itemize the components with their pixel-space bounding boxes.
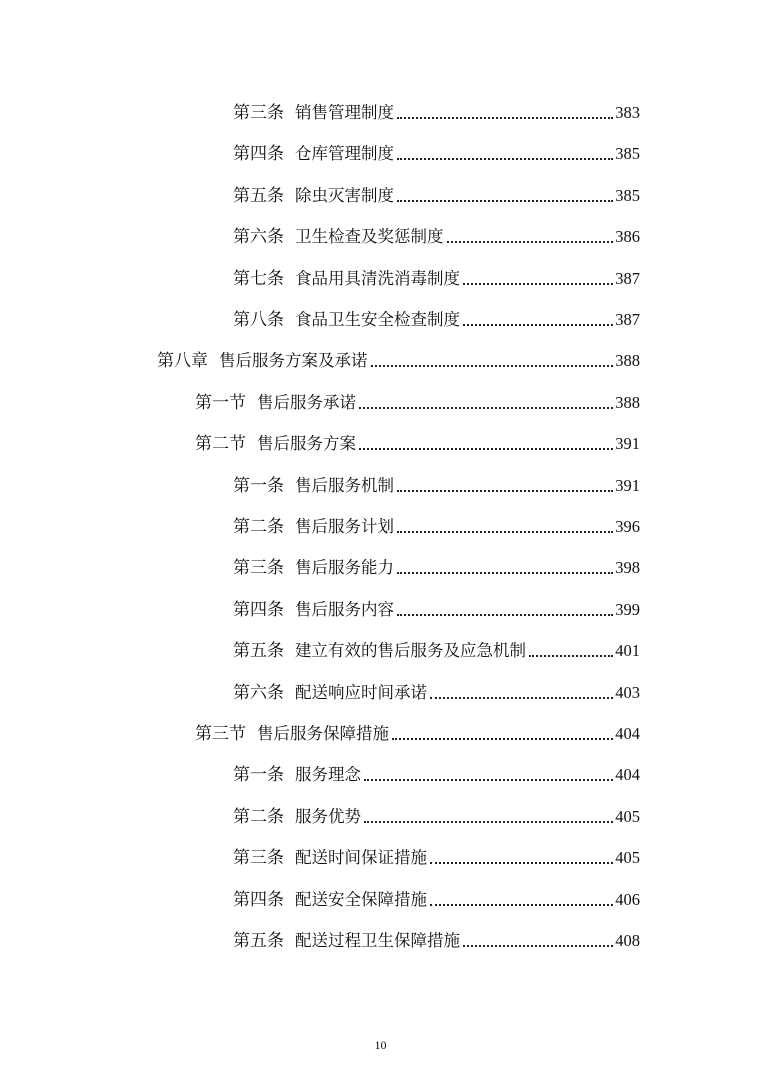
toc-entry-section[interactable] xyxy=(195,711,640,745)
toc-entry-number: 第三节 xyxy=(195,724,246,744)
toc-entry-section[interactable] xyxy=(195,380,640,414)
toc-entry[interactable] xyxy=(233,131,640,165)
toc-entry[interactable] xyxy=(233,670,640,704)
toc-entry-page: 408 xyxy=(615,931,640,950)
toc-entry-page: 404 xyxy=(615,765,640,785)
toc-entry-title: 服务优势 xyxy=(295,806,361,826)
dot-leader xyxy=(397,199,613,202)
dot-leader xyxy=(397,157,613,160)
toc-entry-title: 除虫灭害制度 xyxy=(295,185,394,205)
toc-entry[interactable] xyxy=(233,628,640,662)
dot-leader xyxy=(392,737,613,740)
toc-entry-number: 第四条 xyxy=(233,144,284,165)
toc-entry-title: 卫生检查及奖惩制度 xyxy=(295,227,444,247)
toc-entry-number: 第二条 xyxy=(233,517,284,537)
toc-entry-title: 售后服务方案及承诺 xyxy=(219,351,368,371)
toc-entry-title: 售后服务能力 xyxy=(295,558,394,578)
toc-entry[interactable] xyxy=(233,918,640,952)
toc-entry-page: 396 xyxy=(615,517,640,536)
toc-entry-chapter[interactable] xyxy=(157,338,640,372)
toc-entry[interactable] xyxy=(233,90,640,124)
toc-entry-page: 399 xyxy=(615,599,640,619)
toc-entry-number: 第一条 xyxy=(233,765,284,786)
toc-entry[interactable] xyxy=(233,214,640,248)
toc-entry-page: 388 xyxy=(615,351,640,371)
toc-entry[interactable] xyxy=(233,463,640,497)
toc-entry-page: 406 xyxy=(615,889,640,909)
toc-entry[interactable] xyxy=(233,173,640,207)
toc-entry-page: 405 xyxy=(615,806,640,826)
dot-leader xyxy=(397,613,613,616)
toc-entry-page: 405 xyxy=(615,848,640,868)
toc-entry[interactable] xyxy=(233,794,640,828)
toc-entry-title: 服务理念 xyxy=(295,765,361,785)
toc-entry-number: 第三条 xyxy=(233,848,284,869)
toc-entry-page: 385 xyxy=(615,185,640,205)
dot-leader xyxy=(397,489,613,492)
dot-leader xyxy=(430,903,613,906)
toc-entry[interactable] xyxy=(233,504,640,538)
toc-entry-page: 387 xyxy=(615,268,640,288)
toc-entry-number: 第六条 xyxy=(233,227,284,248)
dot-leader xyxy=(529,654,613,657)
toc-entry-number: 第四条 xyxy=(233,889,284,910)
toc-entry-title: 售后服务内容 xyxy=(295,599,394,619)
toc-entry-number: 第八条 xyxy=(233,310,284,330)
dot-leader xyxy=(364,820,613,823)
toc-entry-number: 第六条 xyxy=(233,682,284,703)
toc-entry[interactable] xyxy=(233,752,640,786)
toc-entry[interactable] xyxy=(233,587,640,621)
toc-entry[interactable] xyxy=(233,256,640,290)
toc-entry-title: 配送过程卫生保障措施 xyxy=(295,931,460,950)
toc-entry-title: 配送时间保证措施 xyxy=(295,848,427,868)
toc-entry-number: 第一节 xyxy=(195,392,246,413)
toc-entry-number: 第二条 xyxy=(233,806,284,827)
dot-leader xyxy=(463,323,613,326)
toc-entry-number: 第一条 xyxy=(233,475,284,496)
toc-entry-number: 第三条 xyxy=(233,558,284,579)
dot-leader xyxy=(397,571,613,574)
toc-entry-title: 销售管理制度 xyxy=(295,103,394,122)
toc-entry-page: 404 xyxy=(615,724,640,743)
toc-entry-page: 387 xyxy=(615,310,640,329)
toc-entry-page: 388 xyxy=(615,392,640,412)
toc-entry-page: 398 xyxy=(615,558,640,578)
dot-leader xyxy=(447,240,614,243)
toc-entry-page: 391 xyxy=(615,434,640,454)
toc-entry-title: 食品卫生安全检查制度 xyxy=(295,310,460,329)
toc-entry[interactable] xyxy=(233,835,640,869)
toc-entry-title: 售后服务机制 xyxy=(295,475,394,495)
toc-entry-title: 建立有效的售后服务及应急机制 xyxy=(295,641,526,661)
dot-leader xyxy=(397,530,613,533)
toc-entry[interactable] xyxy=(233,545,640,579)
toc-entry-number: 第四条 xyxy=(233,599,284,620)
toc-entry-page: 385 xyxy=(615,144,640,164)
dot-leader xyxy=(430,696,613,699)
toc-entry-title: 售后服务方案 xyxy=(257,434,356,454)
toc-entry-page: 401 xyxy=(615,641,640,661)
toc-entry-title: 售后服务保障措施 xyxy=(257,724,389,743)
dot-leader xyxy=(359,406,613,409)
dot-leader xyxy=(463,282,613,285)
toc-entry-number: 第五条 xyxy=(233,185,284,206)
toc-entry[interactable] xyxy=(233,297,640,331)
dot-leader xyxy=(397,116,613,119)
toc-entry-number: 第八章 xyxy=(157,351,208,372)
toc-entry-page: 403 xyxy=(615,682,640,702)
page-footer xyxy=(0,1038,761,1053)
toc-entry[interactable] xyxy=(233,877,640,911)
toc-entry-title: 配送响应时间承诺 xyxy=(295,682,427,702)
toc-entry-section[interactable] xyxy=(195,421,640,455)
dot-leader xyxy=(371,364,614,367)
dot-leader xyxy=(359,447,613,450)
toc-entry-title: 仓库管理制度 xyxy=(295,144,394,164)
toc-entry-title: 食品用具清洗消毒制度 xyxy=(295,268,460,288)
toc-entry-number: 第七条 xyxy=(233,268,284,289)
toc-entry-title: 售后服务计划 xyxy=(295,517,394,536)
page-number: 10 xyxy=(374,1038,387,1052)
dot-leader xyxy=(463,944,613,947)
toc-entry-number: 第五条 xyxy=(233,931,284,951)
dot-leader xyxy=(430,861,613,864)
toc-entry-page: 383 xyxy=(615,103,640,122)
toc-entry-page: 386 xyxy=(615,227,640,247)
toc-entry-number: 第二节 xyxy=(195,434,246,455)
toc-entry-title: 售后服务承诺 xyxy=(257,392,356,412)
dot-leader xyxy=(364,778,613,781)
toc-entry-page: 391 xyxy=(615,475,640,495)
toc-entry-number: 第三条 xyxy=(233,103,284,123)
toc-entry-title: 配送安全保障措施 xyxy=(295,889,427,909)
toc-entry-number: 第五条 xyxy=(233,641,284,662)
